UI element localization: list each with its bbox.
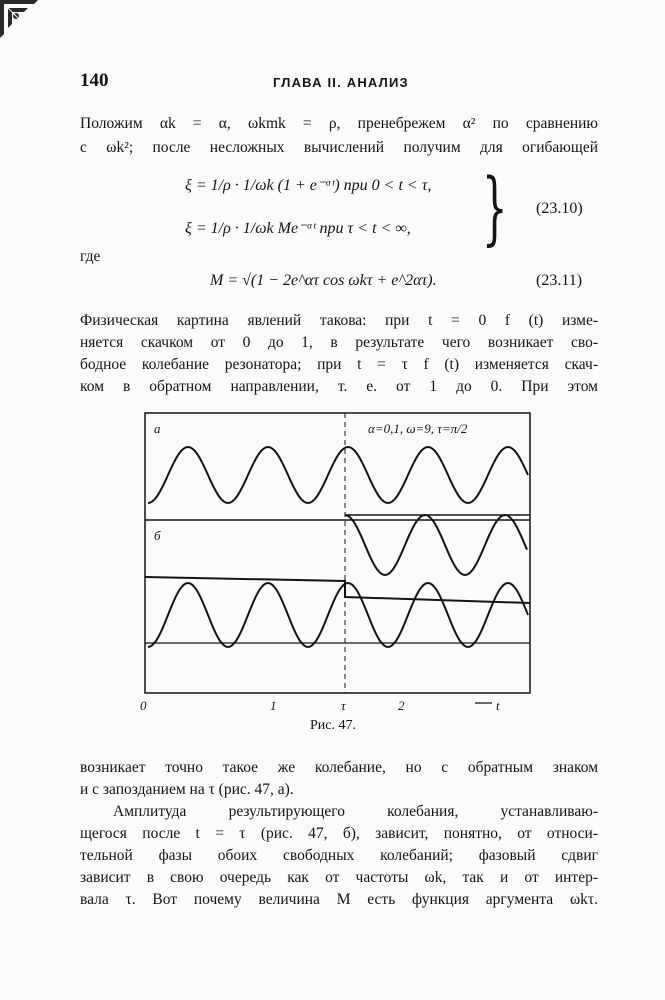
x-tick-1: 1 <box>270 698 277 713</box>
running-head: ГЛАВА II. АНАЛИЗ <box>273 75 409 90</box>
params-label: α=0,1, ω=9, τ=π/2 <box>368 421 468 436</box>
panel-a-wave <box>148 447 528 503</box>
para2-line1: Физическая картина явлений такова: при t = 0 f (t) изме- <box>80 312 598 329</box>
equation-23-10-line2: ξ = 1/ρ · 1/ωk Me⁻ᵅᵗ при τ < t < ∞, <box>185 220 411 237</box>
x-tick-tau: τ <box>341 698 346 713</box>
corner-ornament <box>0 0 40 40</box>
para2-line2: няется скачком от 0 до 1, в результате чего возникает сво- <box>80 334 598 351</box>
para3-line1: возникает точно такое же колебание, но с обратным знаком <box>80 759 598 776</box>
equation-brace: } <box>482 161 508 254</box>
panel-b-label: б <box>154 528 161 543</box>
para4-line4: зависит в свою очередь как от частоты ωk, так и от интер- <box>80 869 598 886</box>
para1-line1: Положим αk = α, ωkmk = ρ, пренебрежем α² по сравнению <box>80 115 598 132</box>
x-label-t: t <box>496 698 500 713</box>
para4-line3: тельной фазы обоих свободных колебаний; фазовый сдвиг <box>80 847 598 864</box>
x-tick-2: 2 <box>398 698 405 713</box>
para4-line5: вала τ. Вот почему величина M есть функция аргумента ωkτ. <box>80 891 598 908</box>
para4-line2: щегося после t = τ (рис. 47, б), зависит, понятно, от относи- <box>80 825 598 842</box>
equation-number-23-10: (23.10) <box>536 200 583 217</box>
where-label: где <box>80 248 101 265</box>
para1-line2: с ωk²; после несложных вычислений получим для огибающей <box>80 139 598 156</box>
equation-23-11: M = √(1 − 2e^ατ cos ωkτ + e^2ατ). <box>210 272 437 289</box>
para2-line4: ком в обратном направлении, т. е. от 1 до 0. При этом <box>80 378 598 395</box>
para2-line3: бодное колебание резонатора; при t = τ f (t) изменяется скач- <box>80 356 598 373</box>
panel-b-wave-lower <box>148 583 528 647</box>
para3-line2: и с запозданием на τ (рис. 47, а). <box>80 781 294 798</box>
equation-23-10-line1: ξ = 1/ρ · 1/ωk (1 + e⁻ᵅᵗ) при 0 < t < τ, <box>185 177 432 194</box>
figure-caption: Рис. 47. <box>310 718 356 733</box>
x-tick-0: 0 <box>140 698 147 713</box>
panel-a-label: а <box>154 421 161 436</box>
page-number: 140 <box>80 70 109 91</box>
figure-47 <box>130 405 550 715</box>
panel-b-step-line <box>145 577 530 603</box>
panel-b-wave-upper <box>345 515 527 575</box>
para4-line1: Амплитуда результирующего колебания, устанавливаю- <box>113 803 598 820</box>
equation-number-23-11: (23.11) <box>536 272 583 289</box>
